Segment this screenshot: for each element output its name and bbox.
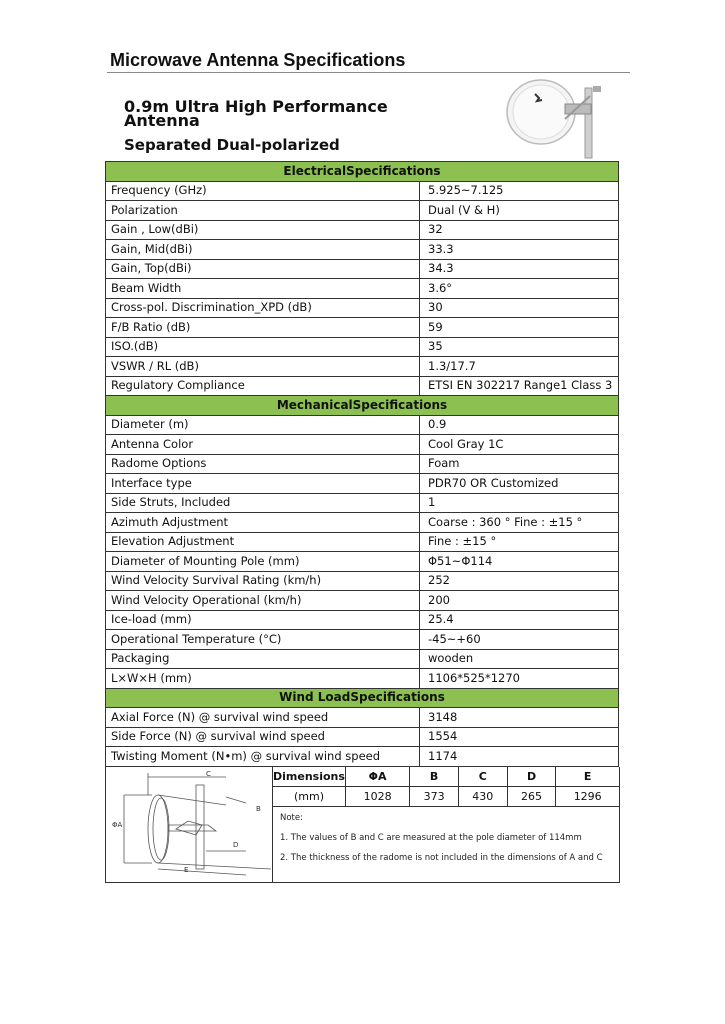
spec-row: Diameter of Mounting Pole (mm) Φ51~Φ114	[106, 552, 619, 572]
spec-row: Operational Temperature (°C) -45~+60	[106, 630, 619, 650]
dimensions-panel	[105, 767, 620, 883]
spec-row: VSWR / RL (dB) 1.3/17.7	[106, 357, 619, 377]
drawing-label-a: ΦA	[112, 821, 123, 829]
dimensions-unit: (mm)	[273, 787, 346, 807]
spec-row: Interface type PDR70 OR Customized	[106, 474, 619, 494]
spec-row: Wind Velocity Survival Rating (km/h) 252	[106, 571, 619, 591]
dimensions-label: Dimensions	[273, 767, 346, 787]
section-header-electrical: ElectricalSpecifications	[106, 162, 619, 182]
spec-row: Cross-pol. Discrimination_XPD (dB) 30	[106, 298, 619, 318]
spec-row: Axial Force (N) @ survival wind speed 3148	[106, 708, 619, 728]
spec-row: Antenna Color Cool Gray 1C	[106, 435, 619, 455]
spec-row: Regulatory Compliance ETSI EN 302217 Range1 Class 3	[106, 376, 619, 396]
spec-row: Azimuth Adjustment Coarse : 360 ° Fine : ±15 °	[106, 513, 619, 533]
product-name: 0.9m Ultra High Performance Antenna	[124, 97, 388, 130]
spec-row: Gain, Mid(dBi) 33.3	[106, 240, 619, 260]
spec-row: Side Struts, Included 1	[106, 493, 619, 513]
spec-row: Frequency (GHz) 5.925~7.125	[106, 181, 619, 201]
antenna-dimension-drawing	[106, 767, 273, 882]
spec-row: Beam Width 3.6°	[106, 279, 619, 299]
dimensions-table	[273, 767, 619, 807]
drawing-label-b: B	[256, 805, 261, 813]
page-title: Microwave Antenna Specifications	[110, 50, 406, 70]
title-divider	[107, 72, 630, 73]
drawing-label-e: E	[184, 866, 189, 874]
specifications-table	[105, 161, 619, 767]
spec-row: L×W×H (mm) 1106*525*1270	[106, 669, 619, 689]
spec-row: Side Force (N) @ survival wind speed 1554	[106, 727, 619, 747]
dimensions-header-row: Dimensions ΦA B C D E	[273, 767, 619, 787]
section-header-mechanical: MechanicalSpecifications	[106, 396, 619, 416]
antenna-product-image	[495, 74, 625, 160]
spec-row: Radome Options Foam	[106, 454, 619, 474]
note-item: 2. The thickness of the radome is not included in the dimensions of A and C	[280, 853, 603, 863]
spec-row: Packaging wooden	[106, 649, 619, 669]
spec-row: Twisting Moment (N•m) @ survival wind speed 1174	[106, 747, 619, 767]
spec-row: ISO.(dB) 35	[106, 337, 619, 357]
section-header-wind-load: Wind LoadSpecifications	[106, 688, 619, 708]
spec-row: Ice-load (mm) 25.4	[106, 610, 619, 630]
drawing-label-d: D	[233, 841, 239, 849]
drawing-label-c: C	[206, 770, 211, 778]
product-subtitle: Separated Dual-polarized	[124, 136, 340, 154]
spec-row: Diameter (m) 0.9	[106, 415, 619, 435]
spec-row: Elevation Adjustment Fine : ±15 °	[106, 532, 619, 552]
notes-title: Note:	[280, 813, 303, 823]
spec-row: Gain, Top(dBi) 34.3	[106, 259, 619, 279]
spec-row: F/B Ratio (dB) 59	[106, 318, 619, 338]
notes	[280, 813, 603, 873]
spec-row: Gain , Low(dBi) 32	[106, 220, 619, 240]
dimensions-value-row: (mm) 1028 373 430 265 1296	[273, 787, 619, 807]
spec-row: Wind Velocity Operational (km/h) 200	[106, 591, 619, 611]
note-item: 1. The values of B and C are measured at the pole diameter of 114mm	[280, 833, 582, 843]
spec-row: Polarization Dual (V & H)	[106, 201, 619, 221]
